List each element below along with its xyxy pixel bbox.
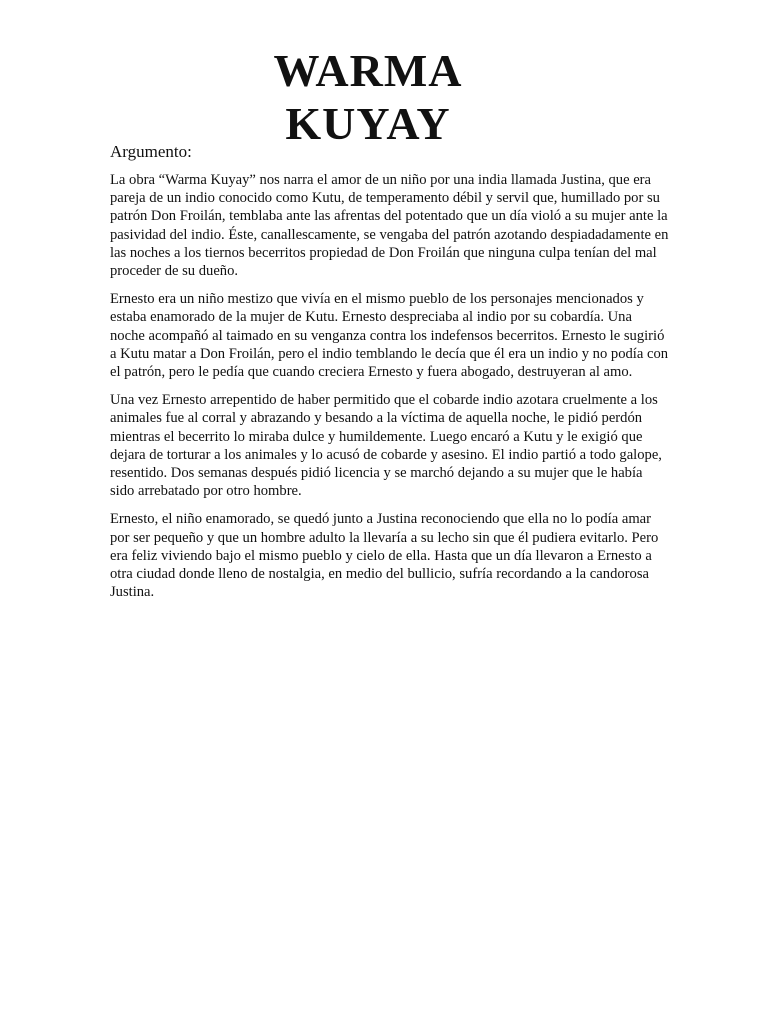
paragraph-1: La obra “Warma Kuyay” nos narra el amor de un niño por una india llamada Justina, que era pareja de un indio conocido como Kutu, de temperamento débil y servil que, humillado por su patrón Don Froilán, temblaba ante las afrentas del potentado que un día violó a su mujer ante la pasividad del indio. Éste, canallescamente, se vengaba del patrón azotando despiadadamente en las noches a los tiernos becerritos propiedad de Don Froilán que ninguna culpa tenían del mal proceder de su dueño. — [110, 172, 669, 280]
title-line-1: WARMA — [273, 45, 463, 96]
paragraph-2: Ernesto era un niño mestizo que vivía en el mismo pueblo de los personajes mencionados y estaba enamorado de la mujer de Kutu. Ernesto despreciaba al indio por su cobardía. Una noche acompañó al taimado en su venganza contra los indefensos becerritos. Ernesto le sugirió a Kutu matar a Don Froilán, pero el indio temblando le decía que él era un indio y no podía con el patrón, pero le pedía que cuando creciera Ernesto y fuera abogado, destruyeran al amo. — [110, 291, 669, 381]
document-body — [110, 171, 670, 611]
section-label: Argumento: — [110, 142, 192, 161]
paragraph-4: Ernesto, el niño enamorado, se quedó junto a Justina reconociendo que ella no lo podía amar por ser pequeño y que un hombre adulto la llevaría a su lecho sin que él pudiera evitarlo. Pero era feliz viviendo bajo el mismo pueblo y cielo de ella. Hasta que un día llevaron a Ernesto a otra ciudad donde lleno de nostalgia, en medio del bullicio, sufría recordando a la candorosa Justina. — [110, 511, 659, 601]
paragraph-3: Una vez Ernesto arrepentido de haber permitido que el cobarde indio azotara cruelmente a los animales fue al corral y abrazando y besando a la víctima de aquella noche, le pidió perdón mientras el becerrito lo miraba dulce y humildemente. Luego encaró a Kutu y le exigió que dejara de torturar a los animales y lo acusó de cobarde y asesino. El indio partió a todo galope, resentido. Dos semanas después pidió licencia y se marchó dejando a su mujer que le había sido arrebatado por otro hombre. — [110, 392, 662, 500]
title-line-2: KUYAY — [285, 98, 451, 149]
document-title — [258, 44, 478, 150]
